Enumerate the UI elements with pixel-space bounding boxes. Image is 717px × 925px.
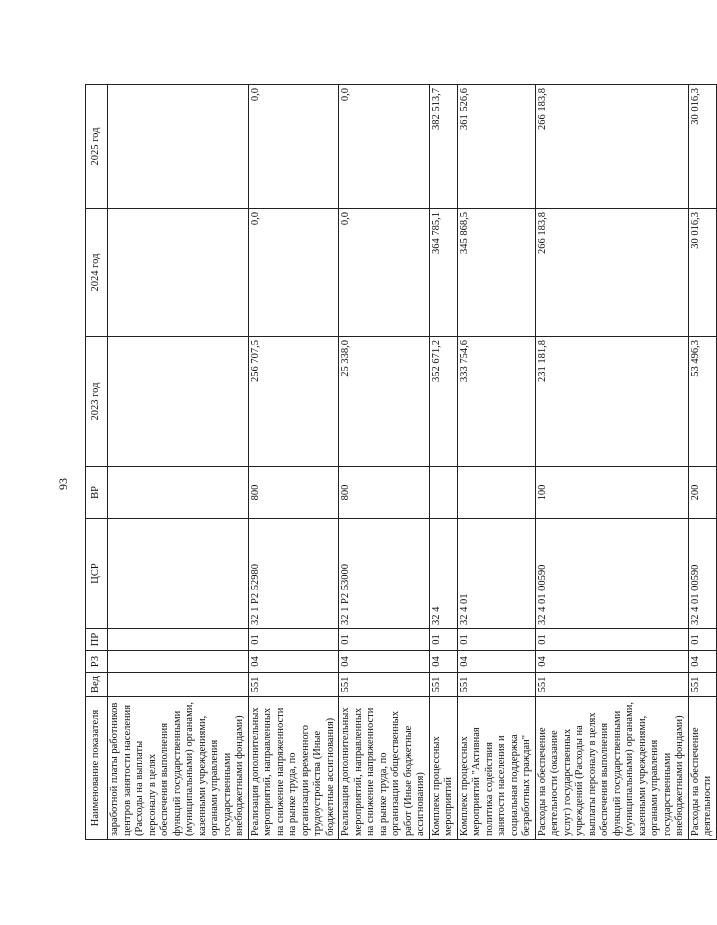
cell-vr: 100	[535, 467, 688, 519]
cell-2023: 231 181,8	[535, 337, 688, 467]
cell-name: Реализация дополнительных мероприятий, направленных на снижение напряженности на рынке труда, по организации общественных работ (Иные бюджетные ассигнования)	[339, 697, 430, 840]
cell-csr: 32 1 P2 52980	[248, 519, 339, 629]
table-row	[108, 85, 249, 840]
cell-2023: 333 754,6	[457, 337, 535, 467]
cell-vr: 800	[339, 467, 430, 519]
cell-2023: 25 338,0	[339, 337, 430, 467]
cell-name: Расходы на обеспечение деятельности (оказание услуг) государственных учреждений (Расходы на выплаты персоналу в целях обеспечения выполнения функций государственными (муниципальными) органами, казенными учреждениями, органами управления государственными внебюджетными фондами)	[535, 697, 688, 840]
cell-rz: 04	[535, 651, 688, 673]
cell-vr	[108, 467, 249, 519]
cell-vr	[457, 467, 535, 519]
header-ved: Вед	[86, 673, 108, 697]
cell-rz: 04	[339, 651, 430, 673]
cell-2024: 345 868,5	[457, 209, 535, 337]
cell-vr: 200	[688, 467, 716, 519]
cell-pr: 01	[429, 629, 457, 651]
cell-2025: 361 526,6	[457, 85, 535, 209]
budget-table	[85, 84, 717, 840]
cell-2025: 30 016,3	[688, 85, 716, 209]
cell-name: Расходы на обеспечение деятельности	[688, 697, 716, 840]
cell-ved: 551	[429, 673, 457, 697]
cell-rz: 04	[429, 651, 457, 673]
cell-pr: 01	[248, 629, 339, 651]
cell-2025: 266 183,8	[535, 85, 688, 209]
cell-pr: 01	[535, 629, 688, 651]
header-2024: 2024 год	[86, 209, 108, 337]
cell-2025: 0,0	[248, 85, 339, 209]
cell-ved: 551	[457, 673, 535, 697]
table-row	[457, 85, 535, 840]
cell-2024: 30 016,3	[688, 209, 716, 337]
cell-csr: 32 4 01 00590	[535, 519, 688, 629]
cell-ved: 551	[688, 673, 716, 697]
cell-2025: 0,0	[339, 85, 430, 209]
cell-rz: 04	[688, 651, 716, 673]
cell-pr: 01	[688, 629, 716, 651]
cell-name: Комплекс процессных мероприятий "Активная политика содействия занятости населения и социальная поддержка безработных граждан"	[457, 697, 535, 840]
header-2023: 2023 год	[86, 337, 108, 467]
rotated-page-content	[85, 85, 713, 840]
cell-ved	[108, 673, 249, 697]
cell-name: заработной платы работников центров занятости населения (Расходы на выплаты персоналу в целях обеспечения выполнения функций государственными (муниципальными) органами, казенными учреждениями, органами управления государственными внебюджетными фондами)	[108, 697, 249, 840]
cell-pr: 01	[339, 629, 430, 651]
cell-csr: 32 4 01 00590	[688, 519, 716, 629]
cell-csr: 32 4 01	[457, 519, 535, 629]
table-row	[248, 85, 339, 840]
table-row	[688, 85, 716, 840]
cell-name: Комплекс процессных мероприятий	[429, 697, 457, 840]
header-pr: ПР	[86, 629, 108, 651]
cell-pr	[108, 629, 249, 651]
cell-vr: 800	[248, 467, 339, 519]
cell-2024: 0,0	[339, 209, 430, 337]
cell-2024	[108, 209, 249, 337]
cell-name: Реализация дополнительных мероприятий, направленных на снижение напряженности на рынке труда, по организации временного трудоустройства (Иные бюджетные ассигнования)	[248, 697, 339, 840]
cell-rz: 04	[248, 651, 339, 673]
cell-2024: 364 785,1	[429, 209, 457, 337]
page-number: 93	[56, 478, 70, 490]
header-2025: 2025 год	[86, 85, 108, 209]
cell-ved: 551	[339, 673, 430, 697]
cell-2025	[108, 85, 249, 209]
cell-csr: 32 4	[429, 519, 457, 629]
cell-rz	[108, 651, 249, 673]
table-row	[339, 85, 430, 840]
cell-2025: 382 513,7	[429, 85, 457, 209]
cell-csr	[108, 519, 249, 629]
table-row	[429, 85, 457, 840]
cell-2023	[108, 337, 249, 467]
cell-2023: 256 707,5	[248, 337, 339, 467]
cell-2024: 0,0	[248, 209, 339, 337]
table-header-row	[86, 85, 108, 840]
cell-2024: 266 183,8	[535, 209, 688, 337]
cell-pr: 01	[457, 629, 535, 651]
cell-2023: 53 496,3	[688, 337, 716, 467]
header-name: Наименование показателя	[86, 697, 108, 840]
cell-2023: 352 671,2	[429, 337, 457, 467]
header-csr: ЦСР	[86, 519, 108, 629]
header-vr: ВР	[86, 467, 108, 519]
cell-ved: 551	[535, 673, 688, 697]
table-row	[535, 85, 688, 840]
cell-ved: 551	[248, 673, 339, 697]
cell-rz: 04	[457, 651, 535, 673]
header-rz: РЗ	[86, 651, 108, 673]
cell-vr	[429, 467, 457, 519]
cell-csr: 32 1 P2 53000	[339, 519, 430, 629]
